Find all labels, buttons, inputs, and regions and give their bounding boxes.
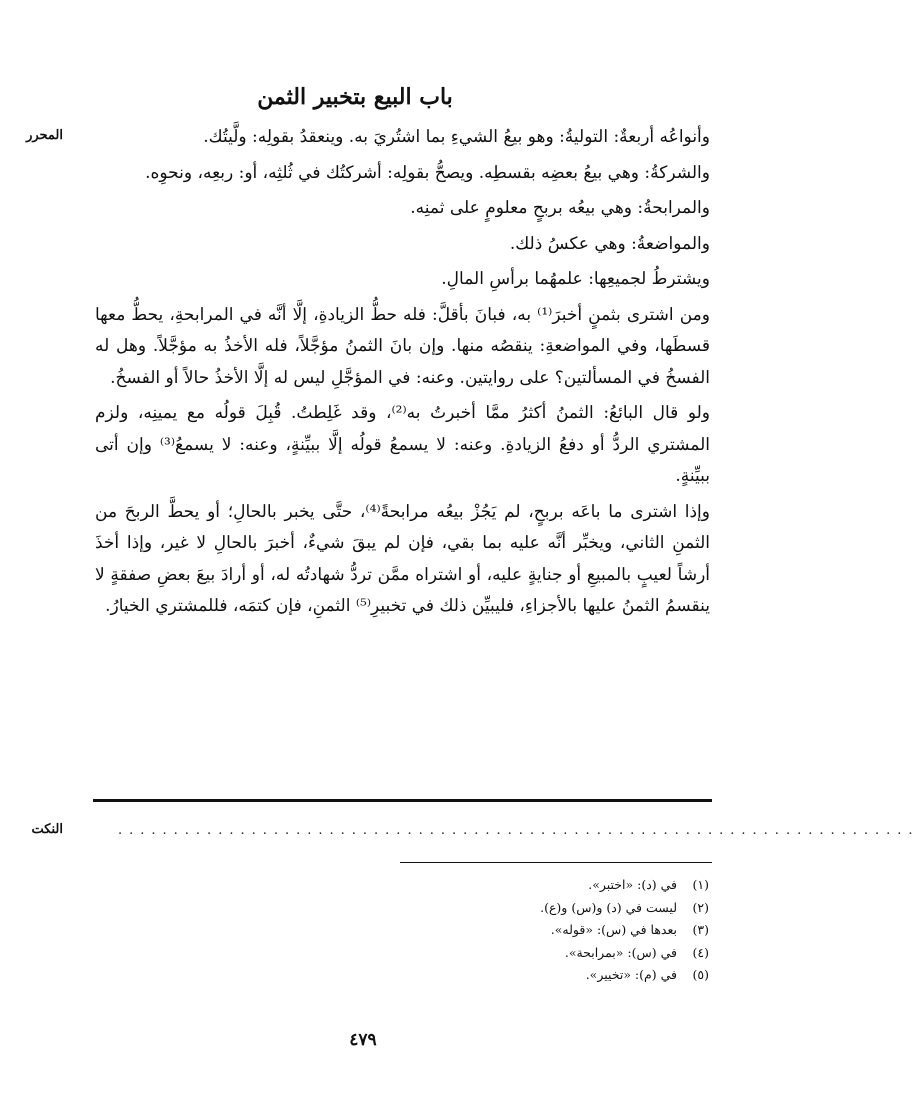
- footnotes: [389, 874, 709, 987]
- paragraph: والمرابحةُ: وهي بيعُه بربحٍ معلومٍ على ثمنِه.: [410, 198, 710, 218]
- footnote-number: (٢): [692, 899, 709, 915]
- paragraph: ومن اشترى بثمنٍ أخبرَ⁽¹⁾ به، فبانَ بأقلَّ: فله حطُّ الزيادةِ، إلَّا أنَّه في المرابحةِ، يحطُّ معها قسطَها، وفي المواضعةِ: ينقصُه منها. وإن بانَ الثمنُ مؤجَّلاً، فله الأخذُ به مؤجَّلاً. وهل له الفسخُ في المسألتين؟ على روايتين. وعنه: في المؤجَّلِ ليس له إلَّا الأخذُ حالاً أو الفسخُ.: [95, 304, 710, 388]
- paragraph: ويشترطُ لجميعِها: علمهُما برأسِ المالِ.: [441, 269, 710, 289]
- footnote: [389, 919, 709, 942]
- page-number: ٤٧٩: [349, 1030, 377, 1050]
- footnote: [389, 942, 709, 965]
- side-label-nukat: النكت: [31, 822, 63, 837]
- footnote-divider: [400, 862, 712, 863]
- paragraph: وإذا اشترى ما باعَه بربحٍ، لم يَجُزْ بيعُه مرابحةً⁽⁴⁾، حتَّى يخبر بالحالِ؛ أو يحطَّ الربحَ من الثمنِ الثاني، ويخبِّر أنَّه عليه بما بقي، فإن لم يبقَ شيءٌ، أخبرَ بالحالِ لا غير، وإذا أخذَ أرشاً لعيبٍ بالمبيعِ أو جنايةٍ عليه، أو اشتراه ممَّن تردُّ شهادتُه له، أو أرادَ بيعَ بعضِ صفقةٍ لا ينقسمُ الثمنُ عليها بالأجزاءِ، فليبيِّن ذلك في تخبيرِ⁽⁵⁾ الثمنِ، فإن كتمَه، فللمشتري الخيارُ.: [95, 501, 710, 616]
- dotted-placeholder-line: ........................................................................: [118, 823, 920, 838]
- footnote-text: في (م): «تخيير».: [585, 967, 678, 982]
- footnote: [389, 874, 709, 897]
- paragraph: ولو قال البائعُ: الثمنُ أكثرُ ممَّا أخبرتُ به⁽²⁾، وقد غَلِطتُ. قُبِلَ قولُه مع يمينِه، ولزم المشتري الردُّ أو دفعُ الزيادةِ. وعنه: لا يسمعُ قولُه إلَّا ببيِّنةٍ، وعنه: لا يسمعُ⁽³⁾ وإن أتى ببيِّنةٍ.: [95, 403, 711, 486]
- chapter-title: باب البيع بتخبير الثمن: [257, 84, 453, 110]
- footnote-number: (٥): [692, 967, 709, 982]
- side-label-muharrar: المحرر: [26, 128, 63, 143]
- paragraph: وأنواعُه أربعةٌ: التوليةُ: وهو بيعُ الشيءِ بما اشتُريَ به. وينعقدُ بقولِه: ولَّيتُك.: [203, 127, 710, 147]
- footnote-number: (١): [692, 877, 709, 892]
- footnote-text: في (د): «اختبر».: [588, 877, 678, 892]
- footnote-text: بعدها في (س): «قوله».: [550, 922, 678, 937]
- paragraph: والمواضعةُ: وهي عكسُ ذلك.: [509, 233, 710, 254]
- footnote-text: ليست في (د) و(س) و(ع).: [540, 899, 678, 915]
- paragraph: والشركةُ: وهي بيعُ بعضِه بقسطِه. ويصحُّ بقولِه: أشركتُك في ثُلثِه، أو: ربعِه، ونحوِه.: [145, 162, 710, 183]
- footnote-text: في (س): «بمرابحة».: [564, 944, 678, 960]
- section-divider: [93, 799, 712, 802]
- footnote-number: (٣): [692, 922, 709, 937]
- main-text: [95, 122, 710, 627]
- footnote-number: (٤): [692, 944, 709, 960]
- footnote: [389, 964, 709, 987]
- footnote: [389, 897, 709, 920]
